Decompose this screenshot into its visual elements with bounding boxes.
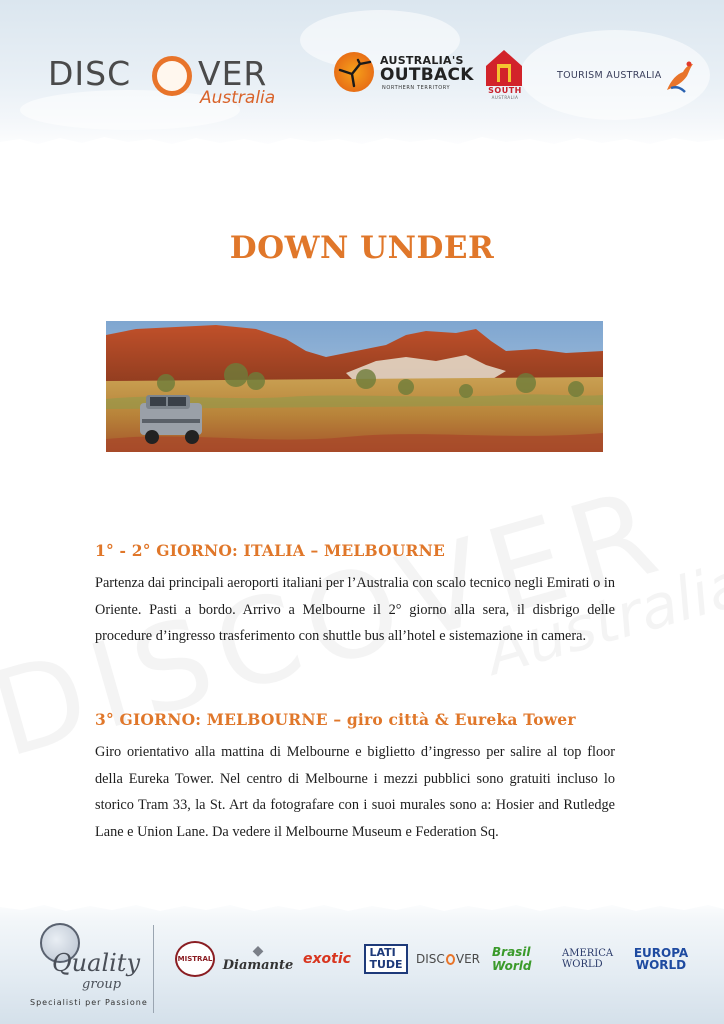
seal-icon <box>175 941 215 977</box>
mistral-logo <box>174 941 216 977</box>
brand-name: EUROPA <box>633 946 689 960</box>
europa-world-logo <box>632 941 690 977</box>
brand-name: Diamante <box>222 958 294 973</box>
logo-line: OUTBACK <box>380 65 474 85</box>
section-body: Partenza dai principali aeroporti italiani per l’Australia con scalo tecnico negli Emirati o in Oriente. Pasti a bordo. Arrivo a Melbourne il 2° giorno alla sera, il disbrigo delle procedure d’ingresso trasferimento con shuttle bus all’hotel e sistemazione in camera. <box>95 575 615 645</box>
brand-box <box>364 944 407 974</box>
logo-word: group <box>82 977 122 992</box>
quality-group-logo <box>30 923 148 1013</box>
latitudes-logo <box>364 941 408 977</box>
logo-o-ring-icon <box>446 954 455 965</box>
logo-subtitle: Australia <box>200 88 276 108</box>
logo-line: NORTHERN TERRITORY <box>382 85 451 91</box>
logo-line: SOUTH <box>488 86 522 95</box>
torn-paper-edge <box>0 130 724 152</box>
brasil-world-logo <box>492 941 552 977</box>
logo-text: TOURISM AUSTRALIA <box>557 70 662 81</box>
logo-tagline: Specialisti per Passione <box>30 998 148 1007</box>
tourism-australia-logo <box>557 60 697 96</box>
brand-name: WORLD <box>635 958 687 972</box>
outback-landscape-photo-icon <box>106 321 603 452</box>
hero-photo <box>106 321 603 452</box>
brand-name: VER <box>455 952 480 966</box>
logo-line: AUSTRALIA <box>491 95 519 100</box>
logo-line: AUSTRALIA'S <box>380 54 464 67</box>
brand-name: AMERICA WORLD <box>562 948 614 970</box>
page-footer <box>0 897 724 1024</box>
acrobat-silhouette-icon <box>338 58 372 88</box>
diamond-icon: ◆ <box>252 943 264 959</box>
discover-australia-small-logo <box>416 941 480 977</box>
america-world-logo <box>562 941 622 977</box>
logo-word: DISC <box>48 54 132 93</box>
torn-paper-edge <box>0 897 724 919</box>
page-header <box>0 0 724 152</box>
house-icon <box>482 48 526 88</box>
logo-word: VER <box>198 54 268 93</box>
logo-o-ring-icon <box>152 56 192 96</box>
brand-name: exotic <box>303 951 351 967</box>
page-title: DOWN UNDER <box>229 230 495 266</box>
section-heading: 3° GIORNO: MELBOURNE – giro città & Eureka Tower <box>95 710 576 729</box>
exotic-tour-logo <box>300 941 354 977</box>
australias-outback-logo <box>330 52 474 100</box>
brand-name: Brasil World <box>492 945 532 973</box>
brand-name: MISTRAL <box>177 955 213 963</box>
logo-word: Quality <box>52 949 140 977</box>
section-heading: 1° - 2° GIORNO: ITALIA – MELBOURNE <box>95 541 445 560</box>
itinerary-day-3 <box>95 710 615 846</box>
brand-name: LATI <box>369 946 396 959</box>
itinerary-day-1-2 <box>95 541 615 650</box>
discover-australia-logo <box>48 50 276 110</box>
kangaroo-icon <box>663 60 695 94</box>
brand-name: DISC <box>416 952 445 966</box>
south-australia-logo <box>480 48 530 102</box>
brand-name: TUDE <box>369 958 403 971</box>
divider <box>153 925 154 1013</box>
diamante-logo <box>222 941 294 977</box>
section-body: Giro orientativo alla mattina di Melbourne e biglietto d’ingresso per salire al top floor della Eureka Tower. Nel centro di Melbourne i mezzi pubblici sono gratuiti incluso lo storico Tram 33, la St. Art da fotografare con i suoi murales sono a: Hosier and Rutledge Lane e Union Lane. Da vedere il Melbourne Museum e Federation Sq. <box>95 744 615 841</box>
